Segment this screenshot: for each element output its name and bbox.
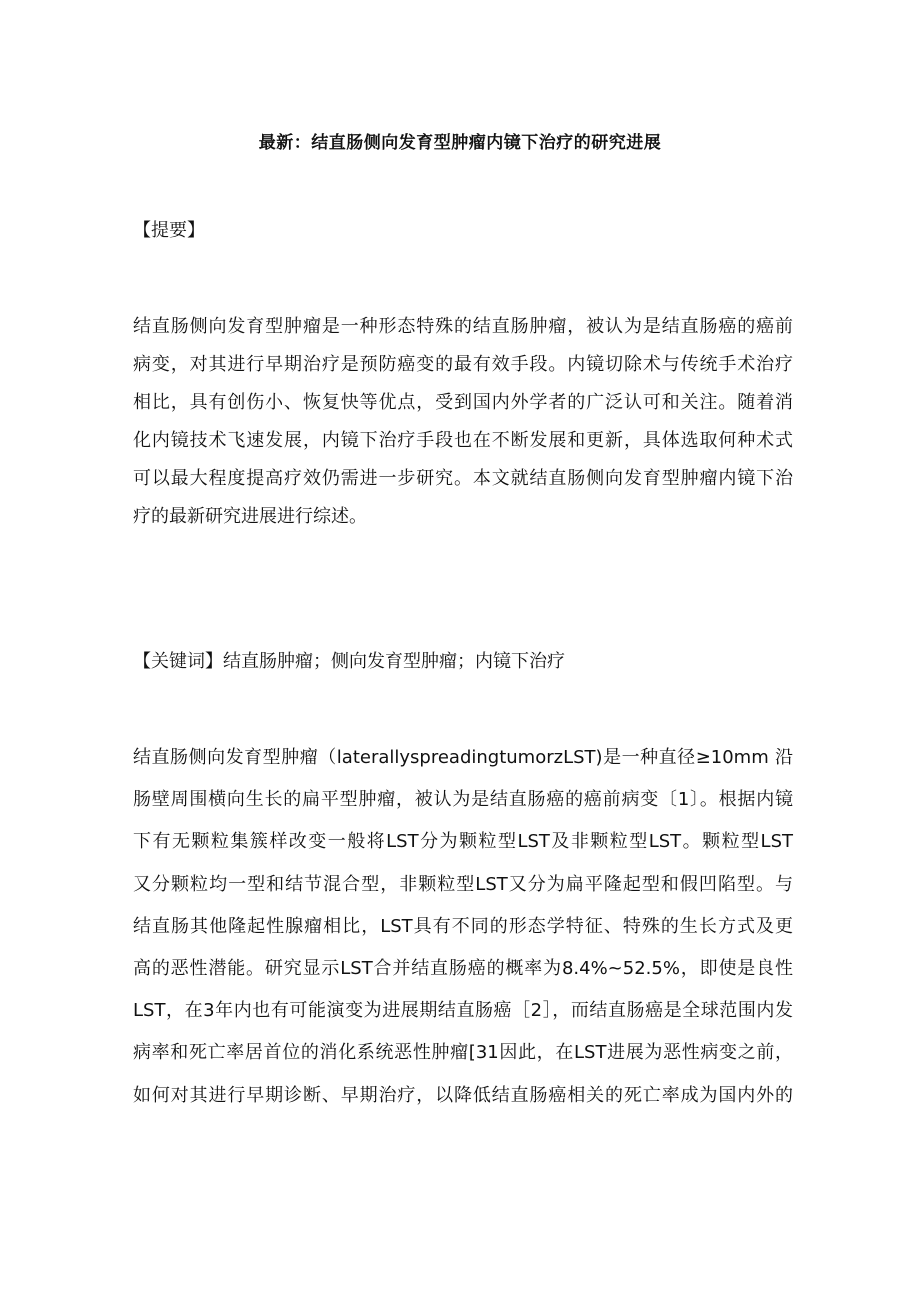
body-line: 如何对其进行早期诊断、早期治疗，以降低结直肠癌相关的死亡率成为国内外的 bbox=[133, 1084, 793, 1106]
keywords-line: 【关键词】结直肠肿瘤；侧向发育型肿瘤；内镜下治疗 bbox=[133, 651, 565, 672]
body-line: 下有无颗粒集簇样改变一般将LST分为颗粒型LST及非颗粒型LST。颗粒型LST bbox=[133, 831, 793, 853]
body-line: LST，在3年内也有可能演变为进展期结直肠癌［2］，而结直肠癌是全球范围内发 bbox=[133, 1000, 793, 1022]
body-line: 结直肠侧向发育型肿瘤（laterallyspreadingtumorzLST)是一种直径≥10mm 沿 bbox=[133, 747, 793, 768]
abstract-line: 疗的最新研究进展进行综述。 bbox=[133, 506, 367, 527]
abstract-paragraph bbox=[133, 308, 793, 536]
abstract-line: 可以最大程度提高疗效仍需进一步研究。本文就结直肠侧向发育型肿瘤内镜下治 bbox=[133, 468, 793, 489]
document-title: 最新：结直肠侧向发育型肿瘤内镜下治疗的研究进展 bbox=[258, 133, 662, 153]
body-line: 肠壁周围横向生长的扁平型肿瘤，被认为是结直肠癌的癌前病变〔1〕。根据内镜 bbox=[133, 789, 793, 811]
body-paragraph bbox=[133, 737, 793, 1117]
body-line: 高的恶性潜能。研究显示LST合并结直肠癌的概率为8.4%~52.5%，即使是良性 bbox=[133, 957, 793, 979]
abstract-line: 相比，具有创伤小、恢复快等优点，受到国内外学者的广泛认可和关注。随着消 bbox=[133, 392, 793, 413]
abstract-line: 化内镜技术飞速发展，内镜下治疗手段也在不断发展和更新，具体选取何种术式 bbox=[133, 430, 793, 451]
body-line: 又分颗粒均一型和结节混合型，非颗粒型LST又分为扁平隆起型和假凹陷型。与 bbox=[133, 873, 793, 895]
body-line: 结直肠其他隆起性腺瘤相比，LST具有不同的形态学特征、特殊的生长方式及更 bbox=[133, 915, 793, 937]
abstract-heading: 【提要】 bbox=[133, 220, 205, 241]
body-line: 病率和死亡率居首位的消化系统恶性肿瘤[31因此，在LST进展为恶性病变之前， bbox=[133, 1042, 793, 1064]
abstract-line: 病变，对其进行早期治疗是预防癌变的最有效手段。内镜切除术与传统手术治疗 bbox=[133, 354, 793, 375]
abstract-line: 结直肠侧向发育型肿瘤是一种形态特殊的结直肠肿瘤，被认为是结直肠癌的癌前 bbox=[133, 316, 793, 337]
